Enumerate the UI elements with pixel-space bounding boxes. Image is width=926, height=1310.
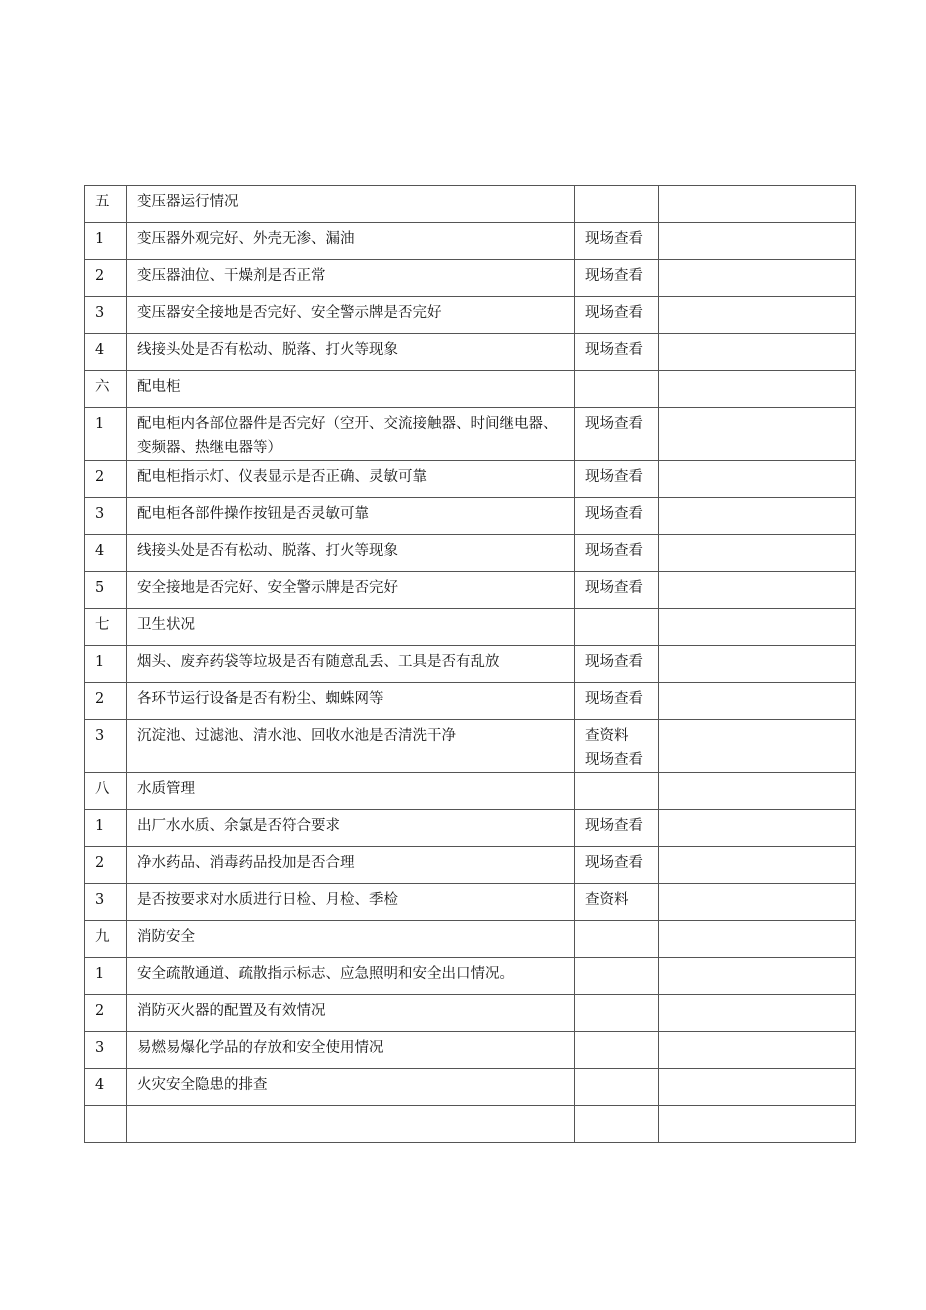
item-content: 出厂水水质、余氯是否符合要求 [127,810,575,847]
section-result-cell [659,186,856,223]
item-number: 3 [85,720,127,773]
item-number: 3 [85,884,127,921]
empty-cell [127,1106,575,1143]
item-content: 是否按要求对水质进行日检、月检、季检 [127,884,575,921]
item-content: 变压器油位、干燥剂是否正常 [127,260,575,297]
item-method [575,995,659,1032]
checklist-row [85,1069,856,1106]
item-method [575,334,659,371]
item-result-cell [659,498,856,535]
section-title: 变压器运行情况 [127,186,575,223]
item-number: 3 [85,498,127,535]
checklist-row [85,260,856,297]
item-result-cell [659,995,856,1032]
item-result-cell [659,683,856,720]
item-content: 易燃易爆化学品的存放和安全使用情况 [127,1032,575,1069]
section-number: 八 [85,773,127,810]
item-method [575,958,659,995]
item-number: 4 [85,535,127,572]
method-text: 现场查看 [585,416,643,432]
item-result-cell [659,884,856,921]
method-text: 现场查看 [585,342,643,358]
checklist-row [85,1032,856,1069]
checklist-row [85,847,856,884]
item-content: 安全疏散通道、疏散指示标志、应急照明和安全出口情况。 [127,958,575,995]
checklist-row [85,683,856,720]
method-text: 现场查看 [585,305,643,321]
item-result-cell [659,810,856,847]
checklist-row [85,334,856,371]
checklist-row [85,995,856,1032]
item-content: 线接头处是否有松动、脱落、打火等现象 [127,535,575,572]
checklist-row [85,297,856,334]
item-content: 变压器安全接地是否完好、安全警示牌是否完好 [127,297,575,334]
item-content: 配电柜各部件操作按钮是否灵敏可靠 [127,498,575,535]
empty-cell [85,1106,127,1143]
section-method-cell [575,609,659,646]
method-text: 查资料 [585,892,629,908]
method-text: 现场查看 [585,543,643,559]
inspection-checklist-table [84,185,856,1143]
method-text: 现场查看 [585,580,643,596]
checklist-body [85,186,856,1143]
item-content: 配电柜内各部位器件是否完好（空开、交流接触器、时间继电器、变频器、热继电器等） [127,408,575,461]
item-method [575,683,659,720]
item-result-cell [659,535,856,572]
item-number: 4 [85,1069,127,1106]
section-header-row [85,186,856,223]
item-method [575,461,659,498]
section-method-cell [575,371,659,408]
method-text: 现场查看 [585,469,643,485]
checklist-row [85,461,856,498]
item-result-cell [659,334,856,371]
item-method [575,1069,659,1106]
empty-cell [659,1106,856,1143]
item-result-cell [659,408,856,461]
item-content: 消防灭火器的配置及有效情况 [127,995,575,1032]
method-text: 现场查看 [585,752,643,768]
item-content: 安全接地是否完好、安全警示牌是否完好 [127,572,575,609]
method-text: 现场查看 [585,818,643,834]
section-number: 七 [85,609,127,646]
item-result-cell [659,720,856,773]
item-number: 1 [85,810,127,847]
item-result-cell [659,646,856,683]
item-number: 2 [85,995,127,1032]
item-result-cell [659,847,856,884]
section-result-cell [659,773,856,810]
checklist-row [85,810,856,847]
checklist-row [85,958,856,995]
item-method [575,297,659,334]
item-number: 1 [85,958,127,995]
item-result-cell [659,572,856,609]
checklist-row [85,884,856,921]
item-method [575,408,659,461]
section-result-cell [659,371,856,408]
item-number: 3 [85,297,127,334]
item-method [575,572,659,609]
item-content: 线接头处是否有松动、脱落、打火等现象 [127,334,575,371]
item-result-cell [659,297,856,334]
section-title: 配电柜 [127,371,575,408]
item-method [575,498,659,535]
item-method [575,646,659,683]
empty-row [85,1106,856,1143]
item-number: 1 [85,646,127,683]
item-method [575,223,659,260]
section-method-cell [575,773,659,810]
section-title: 消防安全 [127,921,575,958]
checklist-row [85,498,856,535]
section-header-row [85,773,856,810]
item-number: 4 [85,334,127,371]
method-text: 现场查看 [585,654,643,670]
method-text: 现场查看 [585,231,643,247]
item-result-cell [659,223,856,260]
item-content: 沉淀池、过滤池、清水池、回收水池是否清洗干净 [127,720,575,773]
item-number: 1 [85,408,127,461]
item-number: 2 [85,683,127,720]
section-header-row [85,371,856,408]
item-number: 5 [85,572,127,609]
checklist-row [85,720,856,773]
item-content: 火灾安全隐患的排查 [127,1069,575,1106]
item-result-cell [659,260,856,297]
item-number: 2 [85,847,127,884]
checklist-row [85,646,856,683]
item-number: 3 [85,1032,127,1069]
section-number: 五 [85,186,127,223]
item-method [575,260,659,297]
section-title: 卫生状况 [127,609,575,646]
checklist-row [85,535,856,572]
item-number: 1 [85,223,127,260]
item-method [575,1032,659,1069]
item-content: 烟头、废弃药袋等垃圾是否有随意乱丢、工具是否有乱放 [127,646,575,683]
item-method [575,884,659,921]
section-method-cell [575,921,659,958]
item-method [575,847,659,884]
method-text: 现场查看 [585,506,643,522]
checklist-row [85,572,856,609]
item-result-cell [659,1032,856,1069]
section-header-row [85,921,856,958]
item-method [575,810,659,847]
item-number: 2 [85,260,127,297]
item-result-cell [659,958,856,995]
section-number: 九 [85,921,127,958]
item-content: 净水药品、消毒药品投加是否合理 [127,847,575,884]
item-method [575,535,659,572]
checklist-row [85,223,856,260]
section-number: 六 [85,371,127,408]
method-text: 查资料 [585,728,629,744]
item-content: 配电柜指示灯、仪表显示是否正确、灵敏可靠 [127,461,575,498]
section-header-row [85,609,856,646]
section-title: 水质管理 [127,773,575,810]
method-text: 现场查看 [585,268,643,284]
item-content: 各环节运行设备是否有粉尘、蜘蛛网等 [127,683,575,720]
item-result-cell [659,1069,856,1106]
method-text: 现场查看 [585,855,643,871]
item-number: 2 [85,461,127,498]
checklist-row [85,408,856,461]
section-method-cell [575,186,659,223]
section-result-cell [659,921,856,958]
method-text: 现场查看 [585,691,643,707]
empty-cell [575,1106,659,1143]
item-method [575,720,659,773]
section-result-cell [659,609,856,646]
item-content: 变压器外观完好、外壳无渗、漏油 [127,223,575,260]
item-result-cell [659,461,856,498]
